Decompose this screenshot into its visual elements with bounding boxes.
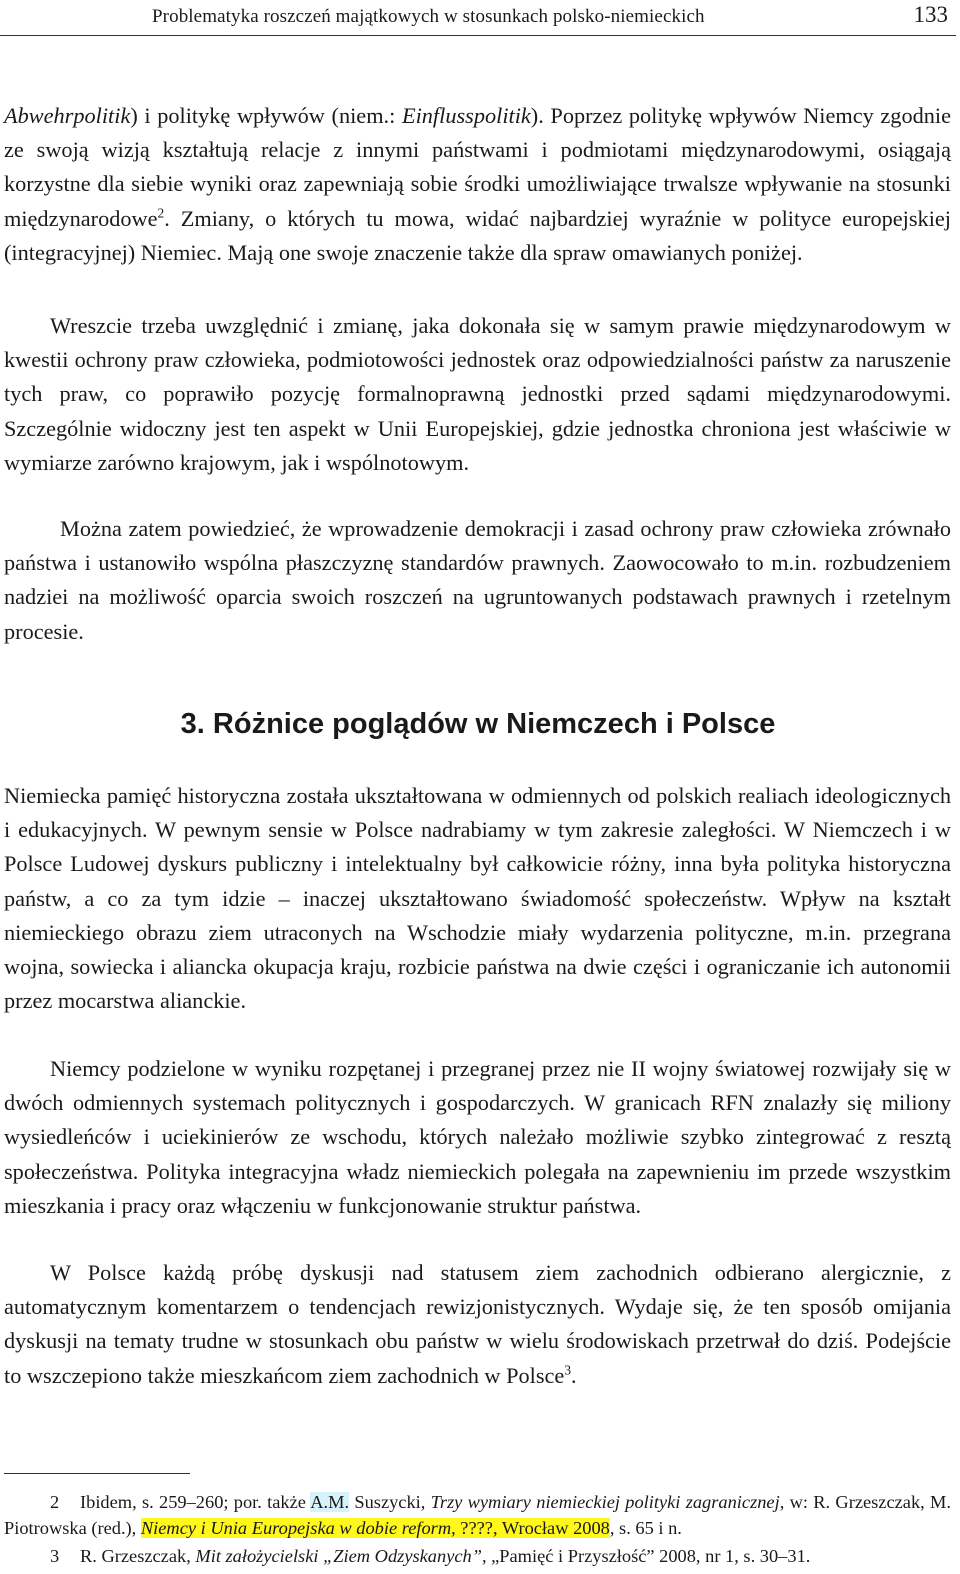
- footnote-2-text-b: Suszycki,: [349, 1492, 431, 1512]
- paragraph-1-text-b: ). Poprzez politykę wpływów Niemcy zgodnie ze swoją wizją kształtują relacje z innymi państwami i podmiotami międzynarodowymi, osiągają korzystne dla siebie wyniki oraz zapewniają sobie środki umożliwiające trwalsze wpływanie na stosunki międzynarodowe: [4, 103, 951, 231]
- page-number: 133: [913, 2, 948, 27]
- paragraph-5: Niemcy podzielone w wyniku rozpętanej i przegranej przez nie II wojny światowej rozwijały się w dwóch odmiennych systemach politycznych i gospodarczych. W granicach RFN znalazły się miliony wysiedleńców i uciekinierów ze wschodu, których należało możliwie szybko zintegrować z resztą społeczeństwa. Polityka integracyjna władz niemieckich polegała na zapewnieniu im przede wszystkim mieszkania i pracy oraz włączeniu w funkcjonowanie struktur państwa.: [4, 1056, 951, 1218]
- paragraph-3: Można zatem powiedzieć, że wprowadzenie demokracji i zasad ochrony praw człowieka zrównało państwa i ustanowiło wspólna płaszczyznę standardów prawnych. Zaowocowało to m.in. rozbudzeniem nadziei na możliwość oparcia swoich roszczeń na ugruntowanych podstawach prawnych i rzetelnym procesie.: [4, 516, 951, 644]
- footnote-3: [4, 1543, 951, 1569]
- paragraph-6: [4, 1256, 951, 1393]
- paragraph-6-end: .: [571, 1362, 577, 1388]
- footnote-2-number: 2: [50, 1492, 60, 1512]
- footnote-3-number: 3: [50, 1546, 60, 1566]
- running-header: [0, 0, 960, 36]
- footnote-2-text-c: , w: R. Grzeszczak, M. Piotrowska (red.),: [4, 1492, 951, 1538]
- paragraph-1: [4, 99, 951, 270]
- term-einflusspolitik: Einflusspolitik: [401, 103, 531, 128]
- running-header-title: Problematyka roszczeń majątkowych w stosunkach polsko-niemieckich: [152, 6, 705, 27]
- term-abwehrpolitik: Abwehrpolitik: [4, 103, 131, 128]
- footnote-ref-2[interactable]: 2: [157, 204, 165, 220]
- footnote-2-text-d: , ????, Wrocław 2008: [451, 1518, 610, 1538]
- paragraph-1-text-c: . Zmiany, o których tu mowa, widać najbardziej wyraźnie w polityce europejskiej (integracyjnej) Niemiec. Mają one swoje znaczenie także dla spraw omawianych poniżej.: [4, 205, 951, 265]
- paragraph-2: Wreszcie trzeba uwzględnić i zmianę, jaka dokonała się w samym prawie międzynarodowym w kwestii ochrony praw człowieka, podmiotowości jednostek oraz odpowiedzialności państw za naruszenie tych praw, co poprawiło pozycję formalnoprawną jednostki przed sądami międzynarodowymi. Szczególnie widoczny jest ten aspekt w Unii Europejskiej, gdzie jednostka chroniona jest właściwie w wymiarze zarówno krajowym, jak i wspólnotowym.: [4, 313, 951, 475]
- paragraph-1-text-a: ) i politykę wpływów (niem.:: [130, 103, 402, 128]
- footnote-2-text-e: , s. 65 i n.: [609, 1518, 682, 1538]
- highlight-author[interactable]: A.M.: [310, 1492, 350, 1512]
- footnote-2: [4, 1489, 951, 1541]
- paragraph-4: Niemiecka pamięć historyczna została ukształtowana w odmiennych od polskich realiach ideologicznych i edukacyjnych. W pewnym sensie w Polsce nadrabiamy w tym zakresie zaległości. W Niemczech i w Polsce Ludowej dyskurs publiczny i intelektualny był całkowicie różny, inna była polityka historyczna państw, a co za tym idzie – inaczej ukształtowano świadomość społeczeństw. Wpływ na kształt niemieckiego obrazu ziem utraconych na Wschodzie miały wydarzenia polityczne, m.in. przegrana wojna, sowiecka i aliancka okupacja kraju, rozbicie państwa na dwie części i ograniczanie ich autonomii przez mocarstwa alianckie.: [4, 783, 951, 1014]
- highlight-book-title[interactable]: [141, 1518, 610, 1538]
- footnote-3-text-a: R. Grzeszczak,: [80, 1546, 196, 1566]
- footnote-2-text-a: Ibidem, s. 259–260; por. także: [80, 1492, 311, 1512]
- section-heading: 3. Różnice poglądów w Niemczech i Polsce: [180, 708, 776, 740]
- footnote-2-title-a: Trzy wymiary niemieckiej polityki zagranicznej: [430, 1492, 780, 1512]
- header-rule: [0, 35, 956, 36]
- footnote-ref-3[interactable]: 3: [564, 1361, 571, 1377]
- footnote-3-text-b: , „Pamięć i Przyszłość” 2008, nr 1, s. 30–31.: [481, 1546, 811, 1566]
- footnote-3-title: Mit założycielski „Ziem Odzyskanych”: [195, 1546, 482, 1566]
- footnote-2-title-b: Niemcy i Unia Europejska w dobie reform: [140, 1518, 452, 1538]
- paragraph-6-text: W Polsce każdą próbę dyskusji nad statusem ziem zachodnich odbierano alergicznie, z automatycznym komentarzem o tendencjach rewizjonistycznych. Wydaje się, że ten sposób omijania dyskusji na tematy trudne w stosunkach obu państw w wielu środowiskach przetrwał do dziś. Podejście to wszczepiono także mieszkańcom ziem zachodnich w Polsce: [4, 1260, 951, 1388]
- footnote-rule: [4, 1473, 190, 1474]
